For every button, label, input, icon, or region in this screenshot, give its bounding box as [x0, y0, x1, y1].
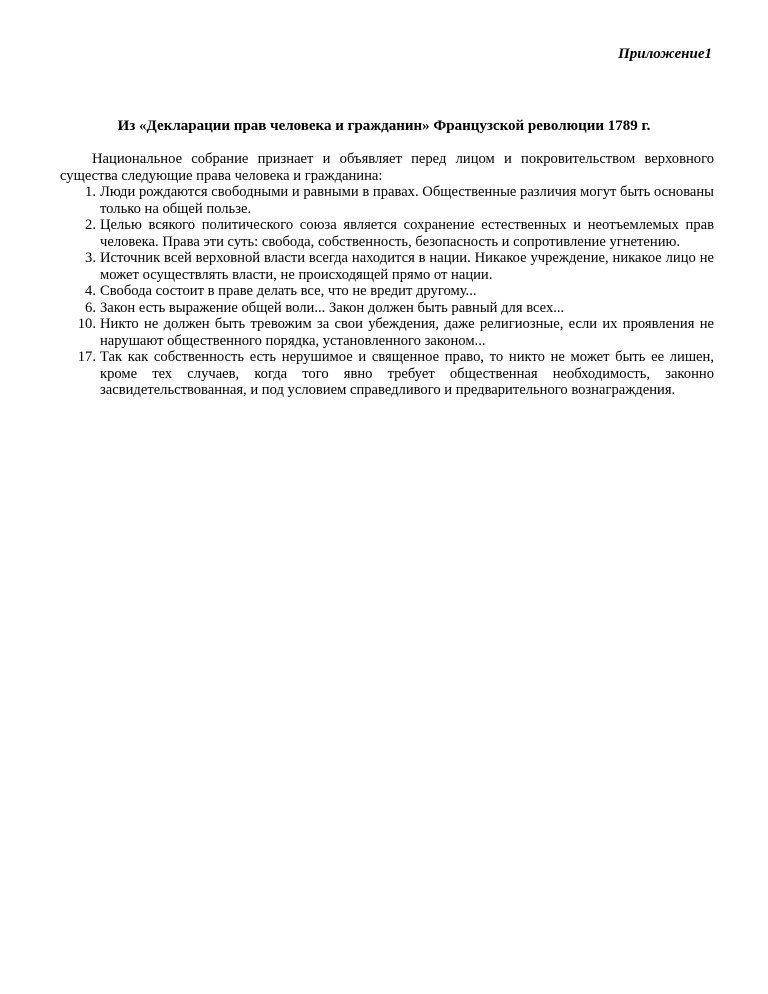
- article-number: 4.: [85, 283, 96, 299]
- article-item: [60, 316, 714, 349]
- article-text: Люди рождаются свободными и равными в правах. Общественные различия могут быть основаны только на общей пользе.: [100, 184, 714, 217]
- article-text: Целью всякого политического союза является сохранение естественных и неотъемлемых прав человека. Права эти суть: свобода, собственность, безопасность и сопротивление угнетению.: [100, 217, 714, 250]
- appendix-label: Приложение1: [618, 46, 712, 62]
- article-item: [60, 217, 714, 250]
- articles-list: [60, 184, 714, 399]
- article-text: Закон есть выражение общей воли... Закон должен быть равный для всех...: [100, 299, 565, 316]
- article-number: 2.: [85, 217, 96, 233]
- article-text: Источник всей верховной власти всегда находится в нации. Никакое учреждение, никакое лицо не может осуществлять власти, не происходящей прямо от нации.: [100, 250, 714, 283]
- article-number: 10.: [77, 316, 96, 332]
- intro-paragraph: Национальное собрание признает и объявляет перед лицом и покровительством верховного существа следующие права человека и гражданина:: [60, 151, 714, 184]
- article-number: 1.: [85, 184, 96, 200]
- article-number: 17.: [77, 349, 96, 365]
- article-number: 6.: [85, 299, 96, 316]
- article-text: Никто не должен быть тревожим за свои убеждения, даже религиозные, если их проявления не нарушают общественного порядка, установленного законом...: [100, 316, 714, 349]
- article-item: [60, 184, 714, 217]
- article-item: [60, 250, 714, 283]
- article-text: Свобода состоит в праве делать все, что не вредит другому...: [100, 283, 477, 299]
- article-item: [60, 283, 714, 300]
- article-text: Так как собственность есть нерушимое и священное право, то никто не может быть ее лишен, кроме тех случаев, когда того явно требует общественная необходимость, законно засвидетельствованная, и под условием справедливого и предварительного вознаграждения.: [100, 349, 714, 398]
- article-item: [60, 349, 714, 399]
- article-item: [60, 300, 714, 317]
- document-title: Из «Декларации прав человека и гражданин» Французской революции 1789 г.: [117, 118, 651, 134]
- article-number: 3.: [85, 250, 96, 266]
